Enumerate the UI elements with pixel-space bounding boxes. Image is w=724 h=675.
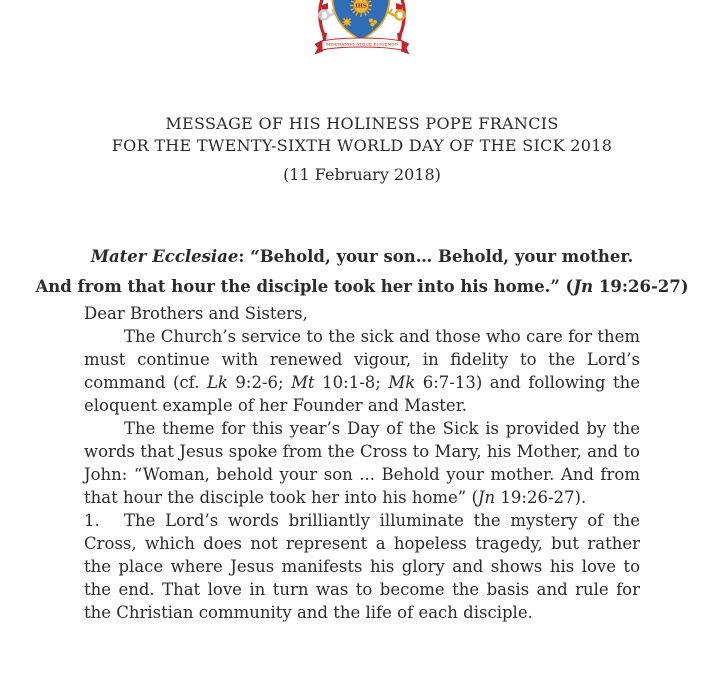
document-title (0, 113, 724, 157)
salutation: Dear Brothers and Sisters, (84, 304, 308, 323)
star-icon (342, 17, 352, 27)
paragraph-section-1 (84, 509, 640, 624)
paragraph-text: The Lord’s words brilliantly illuminate the mystery of the Cross, which does not represent a hopeless tragedy, but rather the place where Jesus manifests his glory and shows his love to the end. That love in turn was to become the basis and rule for the Christian community and the life of each disciple. (84, 511, 640, 622)
paragraph-theme-intro (84, 417, 640, 509)
theme-block (0, 242, 724, 302)
papal-coat-of-arms (314, 0, 410, 57)
document-body (84, 302, 640, 624)
paragraph-text: The theme for this year’s Day of the Sick is provided by the words that Jesus spoke from the Cross to Mary, his Mother, and to John: “Woman, behold your son ... Behold your mother. And from that hour the disciple took her into his home” (Jn 19:26-27). (84, 419, 640, 507)
section-number: 1. (84, 511, 100, 530)
title-line-1: MESSAGE OF HIS HOLINESS POPE FRANCIS (165, 114, 559, 133)
title-line-2: FOR THE TWENTY-SIXTH WORLD DAY OF THE SICK 2018 (111, 136, 613, 155)
theme-line-2: And from that hour the disciple took her into his home.” (Jn 19:26-27) (35, 277, 689, 296)
ihs-monogram: IHS (355, 3, 367, 10)
paragraph-text: The Church’s service to the sick and those who care for them must continue with renewed vigour, in fidelity to the Lord’s command (cf. Lk 9:2-6; Mt 10:1-8; Mk 6:7-13) and following the eloquent example of her Founder and Master. (84, 327, 640, 415)
motto-banner (315, 38, 409, 54)
shield-icon (332, 0, 390, 40)
papal-coat-of-arms-graphic (314, 0, 410, 57)
theme-line-1: Mater Ecclesiae: “Behold, your son… Behold, your mother. (90, 247, 634, 266)
motto-text: MISERANDO ATQUE ELIGENDO (326, 42, 399, 47)
paragraph-church-service (84, 325, 640, 417)
date-line: (11 February 2018) (283, 165, 441, 184)
